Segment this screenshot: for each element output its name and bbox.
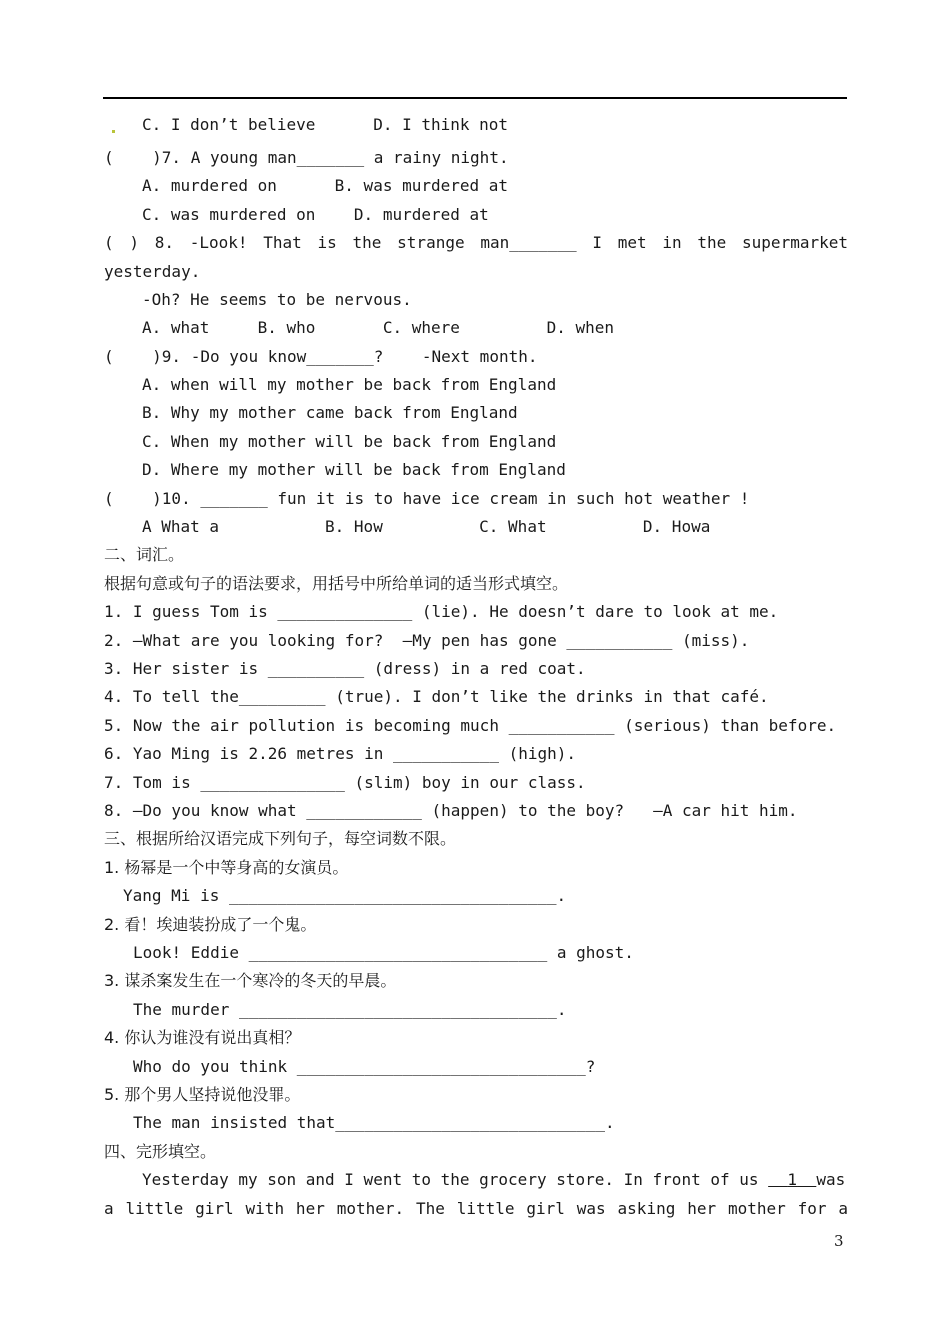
translate-item-4-en: Who do you think ______________________________? (133, 1057, 596, 1076)
translate-item-2-cn: 2. 看！埃迪装扮成了一个鬼。 (104, 915, 317, 934)
q7-options-cd: C. was murdered on D. murdered at (142, 205, 489, 224)
translate-item-3-en: The murder _________________________________. (133, 1000, 567, 1019)
section-2-instructions: 根据句意或句子的语法要求，用括号中所给单词的适当形式填空。 (104, 574, 569, 593)
q8-stem: ( ) 8. -Look! That is the strange man_______ I met in the supermarket (104, 233, 848, 252)
q10-options: A What a B. How C. What D. Howa (142, 517, 711, 536)
vocab-item-7: 7. Tom is _______________ (slim) boy in our class. (104, 773, 586, 792)
cloze-text-1b: was (816, 1170, 846, 1189)
q9-stem: ( )9. -Do you know_______? -Next month. (104, 347, 538, 366)
vocab-item-1: 1. I guess Tom is ______________ (lie). He doesn’t dare to look at me. (104, 602, 779, 621)
translate-item-5-en: The man insisted that____________________________. (133, 1113, 615, 1132)
cloze-blank-1 (768, 1170, 816, 1189)
vocab-item-5: 5. Now the air pollution is becoming much ___________ (serious) than before. (104, 716, 837, 735)
q9-option-c: C. When my mother will be back from England (142, 432, 557, 451)
section-4-heading: 四、完形填空。 (104, 1142, 217, 1161)
cloze-blank-number: 1 (787, 1170, 798, 1189)
q8-reply: -Oh? He seems to be nervous. (142, 290, 412, 309)
q9-option-a: A. when will my mother be back from England (142, 375, 557, 394)
vocab-item-3: 3. Her sister is __________ (dress) in a red coat. (104, 659, 586, 678)
vocab-item-6: 6. Yao Ming is 2.26 metres in ___________ (high). (104, 744, 577, 763)
q7-options-ab: A. murdered on B. was murdered at (142, 176, 509, 195)
translate-item-1-cn: 1. 杨幂是一个中等身高的女演员。 (104, 858, 349, 877)
cloze-line-1 (142, 1170, 845, 1190)
vocab-item-2: 2. —What are you looking for? —My pen has gone ___________ (miss). (104, 631, 750, 650)
cloze-text-1: Yesterday my son and I went to the grocery store. In front of us (142, 1170, 759, 1189)
q9-option-d: D. Where my mother will be back from England (142, 460, 566, 479)
q9-option-b: B. Why my mother came back from England (142, 403, 518, 422)
translate-item-2-en: Look! Eddie _______________________________ a ghost. (133, 943, 634, 962)
q8-options: A. what B. who C. where D. when (142, 318, 615, 337)
vocab-item-4: 4. To tell the_________ (true). I don’t like the drinks in that café. (104, 687, 769, 706)
section-2-heading: 二、词汇。 (104, 545, 185, 564)
cloze-line-2: a little girl with her mother. The little girl was asking her mother for a (104, 1199, 848, 1218)
q8-stem-cont: yesterday. (104, 262, 201, 281)
page-number: 3 (834, 1232, 844, 1250)
vocab-item-8: 8. —Do you know what ____________ (happen) to the boy? —A car hit him. (104, 801, 798, 820)
header-rule (103, 97, 847, 99)
translate-item-3-cn: 3. 谋杀案发生在一个寒冷的冬天的早晨。 (104, 971, 397, 990)
q7-stem: ( )7. A young man_______ a rainy night. (104, 148, 509, 167)
translate-item-5-cn: 5. 那个男人坚持说他没罪。 (104, 1085, 301, 1104)
dot-mark (112, 118, 115, 138)
section-3-heading: 三、根据所给汉语完成下列句子，每空词数不限。 (104, 829, 457, 848)
translate-item-4-cn: 4. 你认为谁没有说出真相？ (104, 1028, 301, 1047)
q6-options-cd: C. I don’t believe D. I think not (142, 115, 509, 134)
translate-item-1-en: Yang Mi is __________________________________. (123, 886, 567, 905)
q10-stem: ( )10. _______ fun it is to have ice cream in such hot weather ! (104, 489, 750, 508)
